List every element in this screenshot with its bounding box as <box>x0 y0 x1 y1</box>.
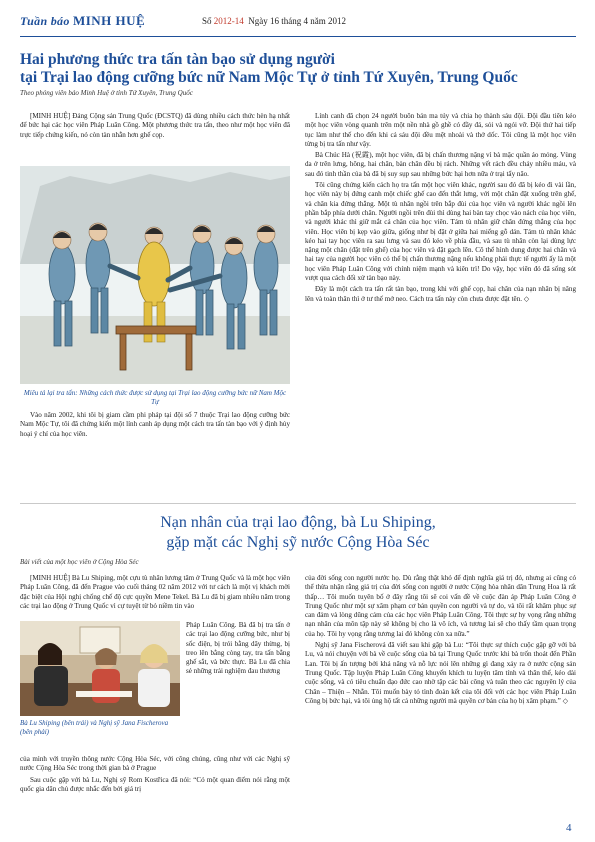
article1-paragraph: Lính canh đã chọn 24 người buôn bán ma túy và chia họ thành sáu đội. Đội đầu tiên kéo một học viên vòng quanh trên một nền nhà gồ ghề có đầy đá, sỏi và ngói vỡ. Đội thứ hai tiếp tục làm như thế cho đến khi cả sáu đội đều mệt nhoài và thở dốc. Tôi cũng là một học viên từng bị tra tấn như vậy. <box>305 112 576 148</box>
torture-illustration <box>20 166 290 384</box>
meeting-photo-image <box>20 621 180 716</box>
article1-title-line2: tại Trại lao động cưỡng bức nữ Nam Mộc Tự ở tỉnh Tứ Xuyên, Trung Quốc <box>20 69 518 86</box>
masthead-prefix: Tuần báo <box>20 14 70 28</box>
article2-wrap-column <box>186 621 290 679</box>
article1-paragraph: Vào năm 2002, khi tôi bị giam cầm phi pháp tại đội số 7 thuộc Trại lao động cưỡng bức Nam Mộc Tự, tôi đã chứng kiến một lính canh áp dụng một cách tra tấn tàn bạo với ý định hủy hoại ý chí của học viên. <box>20 411 290 438</box>
article2-title-line2: gặp mặt các Nghị sỹ nước Cộng Hòa Séc <box>166 534 430 551</box>
article2-left-column-top <box>20 574 290 613</box>
issue-label: Số <box>202 16 212 26</box>
article2-left-column-bottom <box>20 755 290 796</box>
article1-right-column <box>305 112 576 306</box>
newsletter-header <box>20 6 576 37</box>
article1-left-column <box>20 112 290 142</box>
article1-left-column-bottom <box>20 411 290 441</box>
article2-paragraph: Nghị sỹ Jana Fischerová đã viết sau khi gặp bà Lu: “Tôi thực sự thích cuộc gặp gỡ với bà Lu, và nói chuyện với bà về cuộc sống của bà tại Trung Quốc trước khi bà trốn thoát đến Phần Lan. Tôi bị ấn tượng bởi khả năng và nỗ lực nói lên những gì đang xảy ra ở nước cộng sản Trung Quốc. Tập luyện Pháp Luân Công khuyến khích tu luyện tâm tính và thân thể, kéo dài cuộc sống, và có tiêu chuẩn đạo đức cao nhờ tập các bài công và tuân theo các nguyên lý của Chân – Thiện – Nhẫn. Tôi muốn bày tỏ tình đoàn kết của tôi đối với các học viên Pháp Luân Công bị bức hại, và tôi ủng hộ tất cả những người mà quyền cơ bản của họ bị xâm phạm.” ◇ <box>305 641 576 705</box>
article2-paragraph: [MINH HUỆ] Bà Lu Shiping, một cựu tù nhân lương tâm ở Trung Quốc và là một học viên Pháp Luân Công, đã đến Prague vào cuối tháng 02 năm 2012 với tư cách là một vị khách mời đặc biệt của Hội nghị chống chế độ cực quyền Mene Tekel. Bà Lu đã bị giam nhiều năm trong các trại lao động ở Trung Quốc vì cự tuyệt từ bỏ niềm tin vào <box>20 574 290 610</box>
article1-paragraph: Bà Chúc Hà (祝霞), một học viên, đã bị chấn thương nặng vì bà mặc quần áo mỏng. Vùng da ở trên lưng, hông, hai chân, bàn chân đều bị rách. Những vết rách đều chảy nhiều máu, và sau đó tinh thần của bà đã bị suy sụp sau những bức hại hơn nữa ở trại tẩy não. <box>305 151 576 178</box>
article2-title-line1: Nạn nhân của trại lao động, bà Lu Shiping, <box>160 514 436 531</box>
article2-paragraph: của đời sống con người nước họ. Dù rằng thật khó để định nghĩa giá trị đó, nhưng ai cũng có thể thừa nhận rằng giá trị của đời sống con người ở nước Cộng hòa nhân dân Trung Hoa là rất thấp… Tôi muốn tuyên bố ở đây rằng tôi sẽ coi vấn đề về cuộc đàn áp Pháp Luân Công ở Trung Quốc như một sự xâm phạm cơ bản quyền con người và tự do, và tôi rất khâm phục sự can đảm và lòng dũng cảm của các học viên Pháp Luân Công. Tôi thực sự hy vọng rằng những nạn nhân của môn tập này sẽ không bị cho là vô ích, và tương lai sẽ cho thấy tầm quan trọng của họ. Tôi hy vọng rằng tương lai đó không còn xa nữa.” <box>305 574 576 638</box>
torture-illustration-drawing <box>20 166 290 384</box>
article2-right-column <box>305 574 576 708</box>
masthead <box>20 13 145 29</box>
article2-byline: Bài viết của một học viên ở Cộng Hòa Séc <box>20 558 139 566</box>
article2-paragraph: Sau cuộc gặp với bà Lu, Nghị sỹ Rom Kostřica đã nói: “Có một quan điểm nói rằng một quốc gia dân chủ được nhắc đến bởi giá trị <box>20 775 290 793</box>
illustration-caption: Miêu tả lại tra tấn: Những cách thức được sử dụng tại Trại lao động cưỡng bức nữ Nam Mộc Tự <box>23 389 287 406</box>
meeting-photo <box>20 621 180 716</box>
issue-date: Ngày 16 tháng 4 năm 2012 <box>248 16 346 26</box>
article1-paragraph: [MINH HUỆ] Đảng Cộng sản Trung Quốc (ĐCSTQ) đã dùng nhiều cách thức hèn hạ nhất để bức hại các học viên Pháp Luân Công. Một phương thức tra tấn, theo như một học viên đã trực tiếp chứng kiến, nó còn tàn nhẫn hơn ghế cọp. <box>20 112 290 139</box>
article2-paragraph: của mình với truyền thông nước Cộng Hòa Séc, với công chúng, cũng như với các Nghị sỹ nước Cộng Hòa Séc trong thời gian bà ở Prague <box>20 755 290 773</box>
article1-paragraph: Tôi cũng chứng kiến cách họ tra tấn một học viên khác, người sau đó đã bị kéo đi vài lần, học viên này bị đứng canh một chiếc ghế cao đến thắt lưng, với một chân đặt xuống trên ghế, và chân kia đứng thẳng. Một tù nhân ngồi trên bắp đùi của học viên và người khác ngồi lên phần bắp phía dưới chân. Người ngồi trên đùi thì dùng hai bàn tay chọc vào nách của học viên, và người khác thì giữ mắt cá chân của học viên. Tám tù nhân giữ chân đứng thẳng của học viên. Học viên bị kẹp vào giữa, giống như bị đặt ở giữa hai miếng gỗ dán. Tám tù nhân khác kéo hai tay học viên ra sau lưng và sau đó kéo về phía đầu, và sau tù nhân còn lại dùng lực nặng một chân (đặt trên ghế) của học viên và đặt gạch lên. Cô thể hình dung được hai chân và hai tay của người học viên có thể bị chấn thương nặng nếu không phải thực tế người ấy là một học viên Pháp Luân Công với chính niệm mạnh và kiên trì! Do vậy, học viên đó đã sống sót vượt qua cách đối xử tàn bạo này. <box>305 181 576 283</box>
issue-number: 2012-14 <box>213 16 244 26</box>
article1-title-line1: Hai phương thức tra tấn tàn bạo sử dụng người <box>20 51 335 68</box>
article2-paragraph: Pháp Luân Công. Bà đã bị tra tấn ở các trại lao động cưỡng bức, như bị sốc điện, bị trói bằng dây thừng, bị treo lên bằng còng tay, tra tấn bằng ghế sắt, và bức thực. Bà Lu đã chia sẻ những trải nghiệm đau thương <box>186 621 290 676</box>
photo-caption: Bà Lu Shiping (bên trái) và Nghị sỹ Jana Fischerova (bên phải) <box>20 719 169 736</box>
page-number: 4 <box>566 822 572 834</box>
article1-title <box>20 51 576 87</box>
article2-title <box>20 513 576 553</box>
article1-byline: Theo phóng viên báo Minh Huệ ở tỉnh Tứ Xuyên, Trung Quốc <box>20 89 193 97</box>
masthead-name: MINH HUỆ <box>72 13 146 28</box>
issue-info <box>202 16 346 26</box>
article-divider <box>20 503 576 504</box>
article1-paragraph: Đây là một cách tra tấn rất tàn bạo, trong khi với ghế cọp, hai chân của nạn nhân bị nâng lên và toàn thân thì ở tư thế mở neo. Cách tra tấn này còn chưa được đặt tên. ◇ <box>305 285 576 303</box>
